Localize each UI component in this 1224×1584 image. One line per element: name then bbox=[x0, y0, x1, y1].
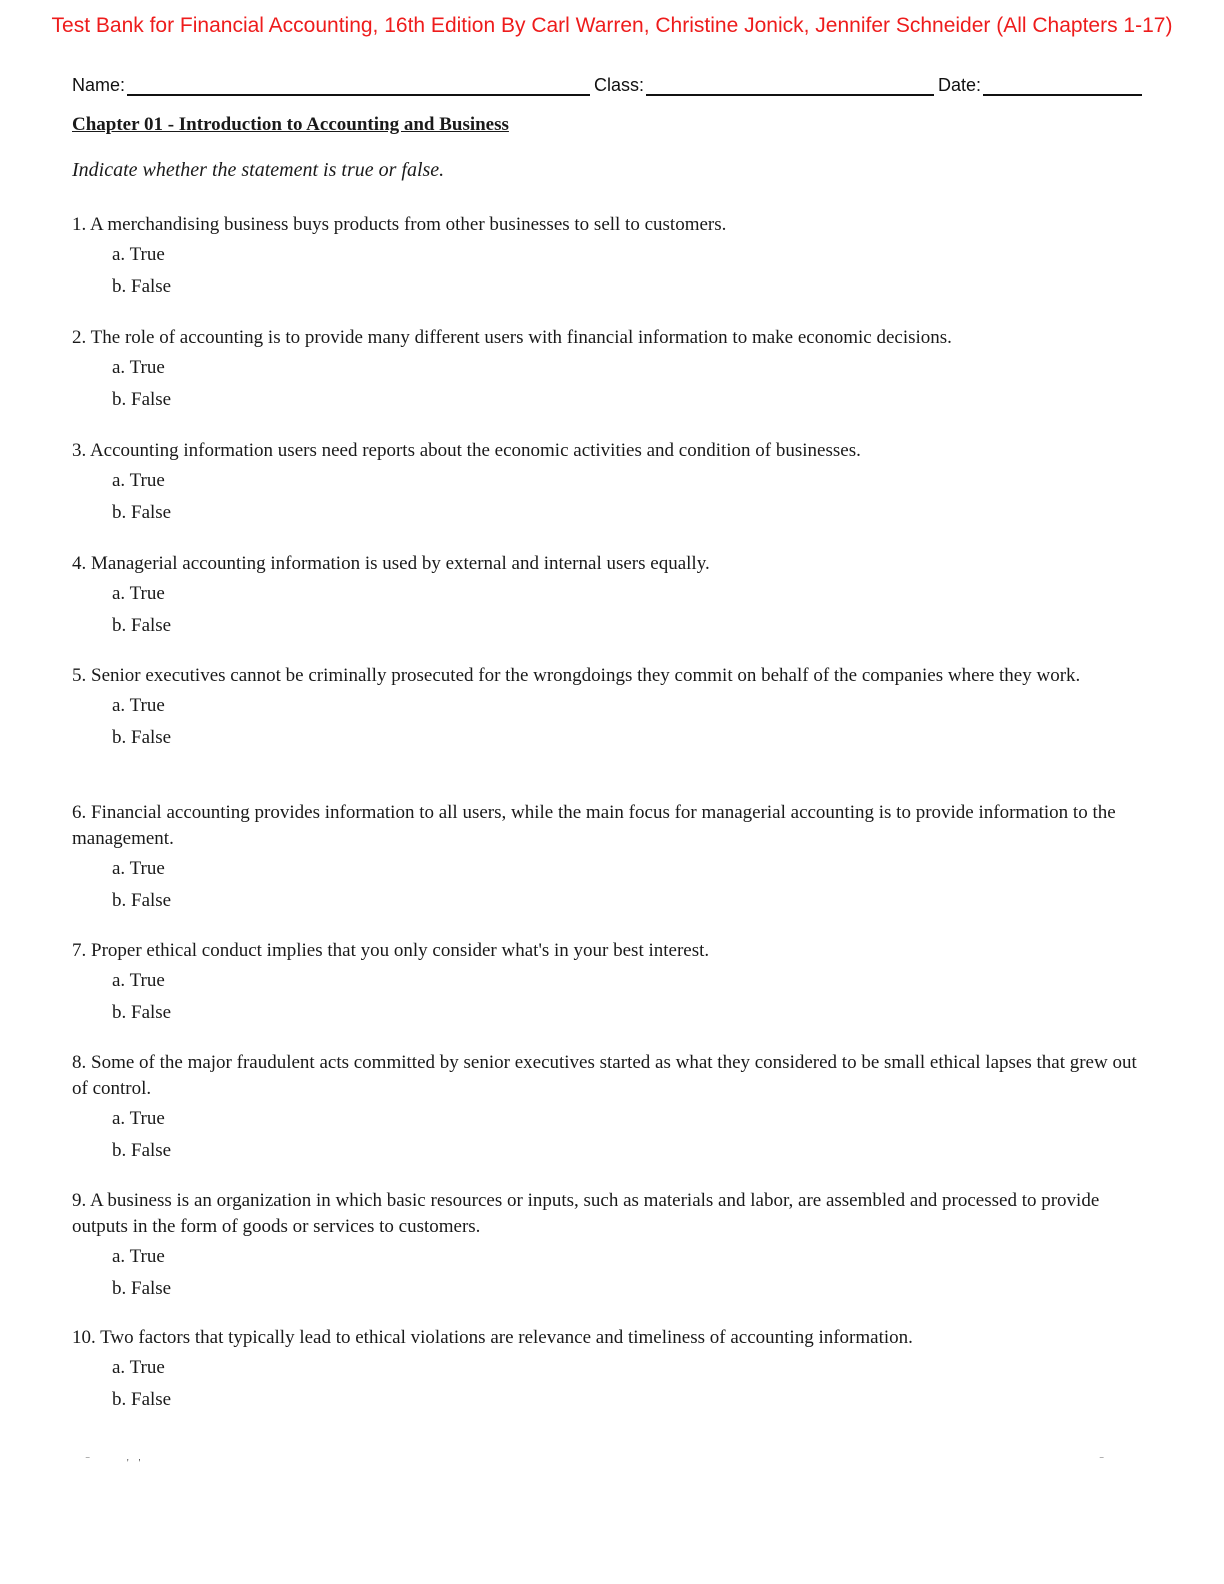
question-text: 10. Two factors that typically lead to ethical violations are relevance and timeliness of accounting information. bbox=[72, 1327, 913, 1348]
option-true[interactable]: a. True bbox=[112, 1108, 165, 1129]
question-text: 5. Senior executives cannot be criminally prosecuted for the wrongdoings they commit on behalf of the companies where they work. bbox=[72, 665, 1081, 686]
question-6 bbox=[72, 800, 1147, 916]
option-false[interactable]: b. False bbox=[112, 727, 172, 748]
question-text: 6. Financial accounting provides information to all users, while the main focus for managerial accounting is to provide information to the management. bbox=[72, 802, 1116, 849]
question-1 bbox=[72, 212, 1147, 302]
question-5 bbox=[72, 663, 1147, 753]
question-10 bbox=[72, 1325, 1147, 1415]
question-2 bbox=[72, 325, 1147, 415]
document-banner: Test Bank for Financial Accounting, 16th Edition By Carl Warren, Christine Jonick, Jennifer Schneider (All Chapters 1-17) bbox=[51, 14, 1173, 37]
option-true[interactable]: a. True bbox=[112, 583, 165, 604]
option-true[interactable]: a. True bbox=[112, 970, 165, 991]
question-text: 4. Managerial accounting information is used by external and internal users equally. bbox=[72, 553, 710, 574]
option-false[interactable]: b. False bbox=[112, 1278, 172, 1299]
date-field[interactable] bbox=[938, 72, 1142, 96]
option-false[interactable]: b. False bbox=[112, 890, 172, 911]
option-false[interactable]: b. False bbox=[112, 615, 172, 636]
option-true[interactable]: a. True bbox=[112, 695, 165, 716]
class-blank-line bbox=[646, 74, 934, 96]
option-true[interactable]: a. True bbox=[112, 858, 165, 879]
option-false[interactable]: b. False bbox=[112, 389, 172, 410]
option-false[interactable]: b. False bbox=[112, 502, 172, 523]
option-true[interactable]: a. True bbox=[112, 244, 165, 265]
question-4 bbox=[72, 551, 1147, 641]
question-text: 3. Accounting information users need reports about the economic activities and condition of businesses. bbox=[72, 440, 861, 461]
question-7 bbox=[72, 938, 1147, 1028]
date-blank-line bbox=[983, 74, 1142, 96]
student-info-header bbox=[72, 72, 1144, 98]
question-text: 8. Some of the major fraudulent acts committed by senior executives started as what they considered to be small ethical lapses that grew out of control. bbox=[72, 1052, 1137, 1099]
date-label: Date: bbox=[938, 75, 982, 95]
footer-fragment-right: ‾ bbox=[1100, 1458, 1104, 1469]
footer-fragment-left: ‾ ' ' bbox=[86, 1458, 141, 1469]
option-false[interactable]: b. False bbox=[112, 1140, 172, 1161]
chapter-title: Chapter 01 - Introduction to Accounting and Business bbox=[72, 114, 509, 135]
option-true[interactable]: a. True bbox=[112, 357, 165, 378]
question-text: 9. A business is an organization in which basic resources or inputs, such as materials and labor, are assembled and processed to provide outputs in the form of goods or services to customers. bbox=[72, 1190, 1100, 1237]
option-true[interactable]: a. True bbox=[112, 1246, 165, 1267]
name-blank-line bbox=[127, 74, 590, 96]
instructions: Indicate whether the statement is true or false. bbox=[72, 159, 445, 181]
question-text: 2. The role of accounting is to provide many different users with financial information to make economic decisions. bbox=[72, 327, 952, 348]
question-9 bbox=[72, 1188, 1147, 1304]
question-3 bbox=[72, 438, 1147, 528]
question-8 bbox=[72, 1050, 1147, 1166]
name-field[interactable] bbox=[72, 72, 590, 96]
class-label: Class: bbox=[594, 75, 645, 95]
option-true[interactable]: a. True bbox=[112, 470, 165, 491]
option-false[interactable]: b. False bbox=[112, 1002, 172, 1023]
question-text: 7. Proper ethical conduct implies that you only consider what's in your best interest. bbox=[72, 940, 710, 961]
question-text: 1. A merchandising business buys products from other businesses to sell to customers. bbox=[72, 214, 727, 235]
name-label: Name: bbox=[72, 75, 126, 95]
class-field[interactable] bbox=[594, 72, 934, 96]
option-true[interactable]: a. True bbox=[112, 1357, 165, 1378]
option-false[interactable]: b. False bbox=[112, 1389, 172, 1410]
option-false[interactable]: b. False bbox=[112, 276, 172, 297]
